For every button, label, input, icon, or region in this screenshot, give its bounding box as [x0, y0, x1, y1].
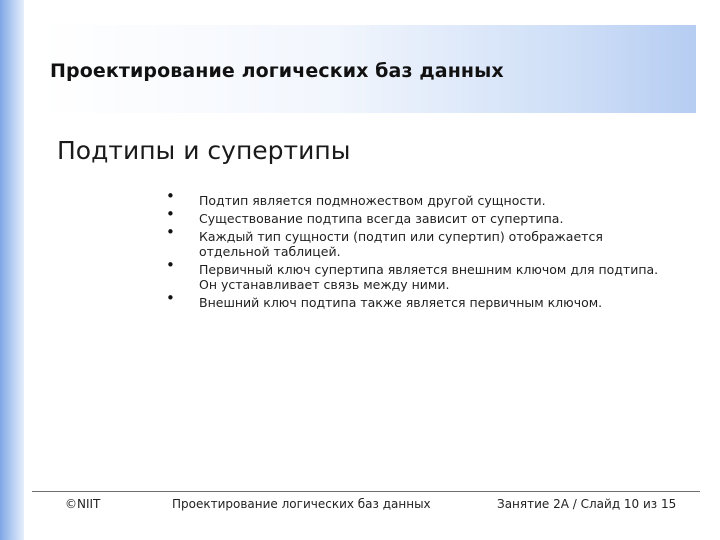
bullet-item — [163, 256, 663, 292]
left-decorative-bar — [0, 0, 24, 540]
footer-divider — [32, 491, 700, 492]
slide-subtitle: Подтипы и супертипы — [57, 136, 351, 165]
bullet-text: Внешний ключ подтипа также является первичным ключом. — [199, 295, 603, 310]
bullet-item — [163, 187, 663, 208]
slide-header-title: Проектирование логических баз данных — [50, 60, 504, 82]
bullet-item — [163, 289, 663, 310]
footer-slide-number: Занятие 2A / Слайд 10 из 15 — [497, 497, 677, 511]
bullet-icon: • — [166, 256, 175, 274]
footer-copyright: ©NIIT — [65, 497, 101, 511]
bullet-icon: • — [166, 223, 175, 241]
bullet-icon: • — [166, 187, 175, 205]
bullet-list — [163, 187, 663, 313]
bullet-text: Каждый тип сущности (подтип или супертип) отображается отдельной таблицей. — [199, 229, 603, 259]
bullet-item — [163, 205, 663, 226]
bullet-icon: • — [166, 205, 175, 223]
bullet-item — [163, 223, 663, 259]
bullet-text: Существование подтипа всегда зависит от супертипа. — [199, 211, 564, 226]
bullet-text: Подтип является подмножеством другой сущности. — [199, 193, 546, 208]
bullet-icon: • — [166, 289, 175, 307]
bullet-text: Первичный ключ супертипа является внешним ключом для подтипа. Он устанавливает связь между ними. — [199, 262, 659, 292]
footer-course-title: Проектирование логических баз данных — [172, 497, 431, 511]
